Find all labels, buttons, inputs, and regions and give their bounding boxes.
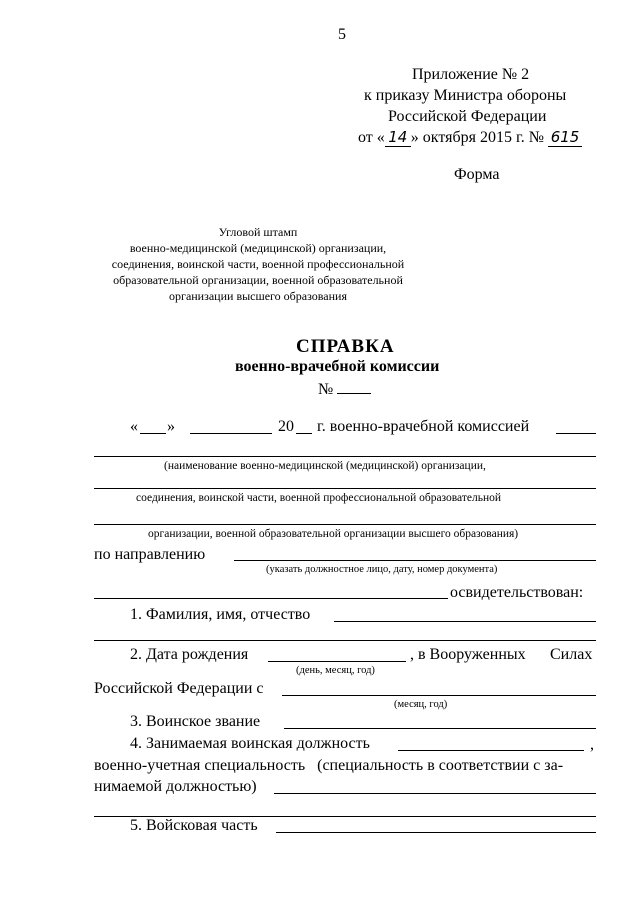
org-line-3[interactable] bbox=[94, 524, 596, 525]
appendix-line-3: Российской Федерации bbox=[388, 108, 547, 125]
specialty-blank[interactable] bbox=[274, 793, 596, 794]
full-name-blank-2[interactable] bbox=[94, 640, 596, 641]
date-open-quote: « bbox=[130, 418, 138, 435]
rf-since-label: Российской Федерации с bbox=[94, 680, 264, 697]
item4-label: 4. Занимаемая воинская должность bbox=[130, 735, 370, 752]
stamp-line-3: соединения, воинской части, военной профессиональной bbox=[111, 257, 405, 271]
commission-text: г. военно-врачебной комиссией bbox=[317, 418, 530, 435]
examined-label: освидетельствован: bbox=[450, 584, 584, 601]
number-blank[interactable] bbox=[337, 378, 371, 394]
rank-blank[interactable] bbox=[284, 728, 596, 729]
direction-hint: (указать должностное лицо, дату, номер документа) bbox=[266, 564, 498, 575]
org-hint-1: (наименование военно-медицинской (медицинской) организации, bbox=[164, 460, 486, 472]
month-year-hint: (месяц, год) bbox=[394, 699, 448, 710]
full-name-blank[interactable] bbox=[334, 621, 596, 622]
order-date-prefix: от « bbox=[358, 129, 385, 146]
examined-blank[interactable] bbox=[94, 598, 448, 599]
number-label: № bbox=[318, 381, 334, 398]
page-number: 5 bbox=[338, 26, 346, 43]
appendix-line-1: Приложение № 2 bbox=[412, 66, 530, 83]
item5-label: 5. Войсковая часть bbox=[130, 817, 258, 834]
commission-name-blank[interactable] bbox=[556, 433, 596, 434]
direction-blank[interactable] bbox=[234, 560, 596, 561]
date-close-quote: » bbox=[167, 418, 175, 435]
corner-stamp-block bbox=[98, 224, 418, 304]
birth-date-hint: (день, месяц, год) bbox=[296, 665, 375, 676]
item1-label: 1. Фамилия, имя, отчество bbox=[130, 606, 311, 623]
item4-comma: , bbox=[590, 736, 594, 753]
item2-tail-2: Силах bbox=[550, 646, 593, 663]
day-blank[interactable] bbox=[140, 433, 166, 434]
order-day: 14 bbox=[385, 128, 411, 147]
order-date-mid: » октября 2015 г. № bbox=[410, 129, 545, 146]
form-label: Форма bbox=[454, 166, 500, 183]
military-unit-blank[interactable] bbox=[276, 832, 596, 833]
stamp-line-4: образовательной организации, военной образовательной bbox=[113, 273, 403, 287]
item2-tail: , в Вооруженных bbox=[410, 646, 526, 663]
month-blank[interactable] bbox=[190, 433, 272, 434]
order-number: 615 bbox=[548, 128, 582, 147]
stamp-line-5: организации высшего образования bbox=[169, 289, 347, 303]
service-start-blank[interactable] bbox=[282, 695, 596, 696]
org-hint-3: организации, военной образовательной организации высшего образования) bbox=[148, 528, 519, 540]
birth-date-blank[interactable] bbox=[268, 661, 406, 662]
stamp-line-2: военно-медицинской (медицинской) организации, bbox=[129, 241, 387, 255]
vus-line: военно-учетная специальность (специальность в соответствии с за- bbox=[94, 757, 564, 774]
item3-label: 3. Воинское звание bbox=[130, 713, 261, 730]
stamp-line-1: Угловой штамп bbox=[218, 225, 298, 239]
document-subtitle: военно-врачебной комиссии bbox=[235, 358, 440, 375]
org-hint-2: соединения, воинской части, военной профессиональной образовательной bbox=[136, 492, 502, 504]
year-blank[interactable] bbox=[296, 433, 312, 434]
appendix-order-line bbox=[358, 128, 582, 147]
document-number bbox=[318, 378, 371, 399]
org-line-1[interactable] bbox=[94, 456, 596, 457]
year-prefix: 20 bbox=[278, 418, 294, 435]
by-direction-label: по направлению bbox=[94, 546, 206, 563]
item2-label: 2. Дата рождения bbox=[130, 646, 249, 663]
document-title: СПРАВКА bbox=[296, 336, 395, 357]
vus-line-2: нимаемой должностью) bbox=[94, 778, 257, 795]
position-blank[interactable] bbox=[398, 750, 584, 751]
org-line-2[interactable] bbox=[94, 488, 596, 489]
appendix-line-2: к приказу Министра обороны bbox=[364, 87, 567, 104]
